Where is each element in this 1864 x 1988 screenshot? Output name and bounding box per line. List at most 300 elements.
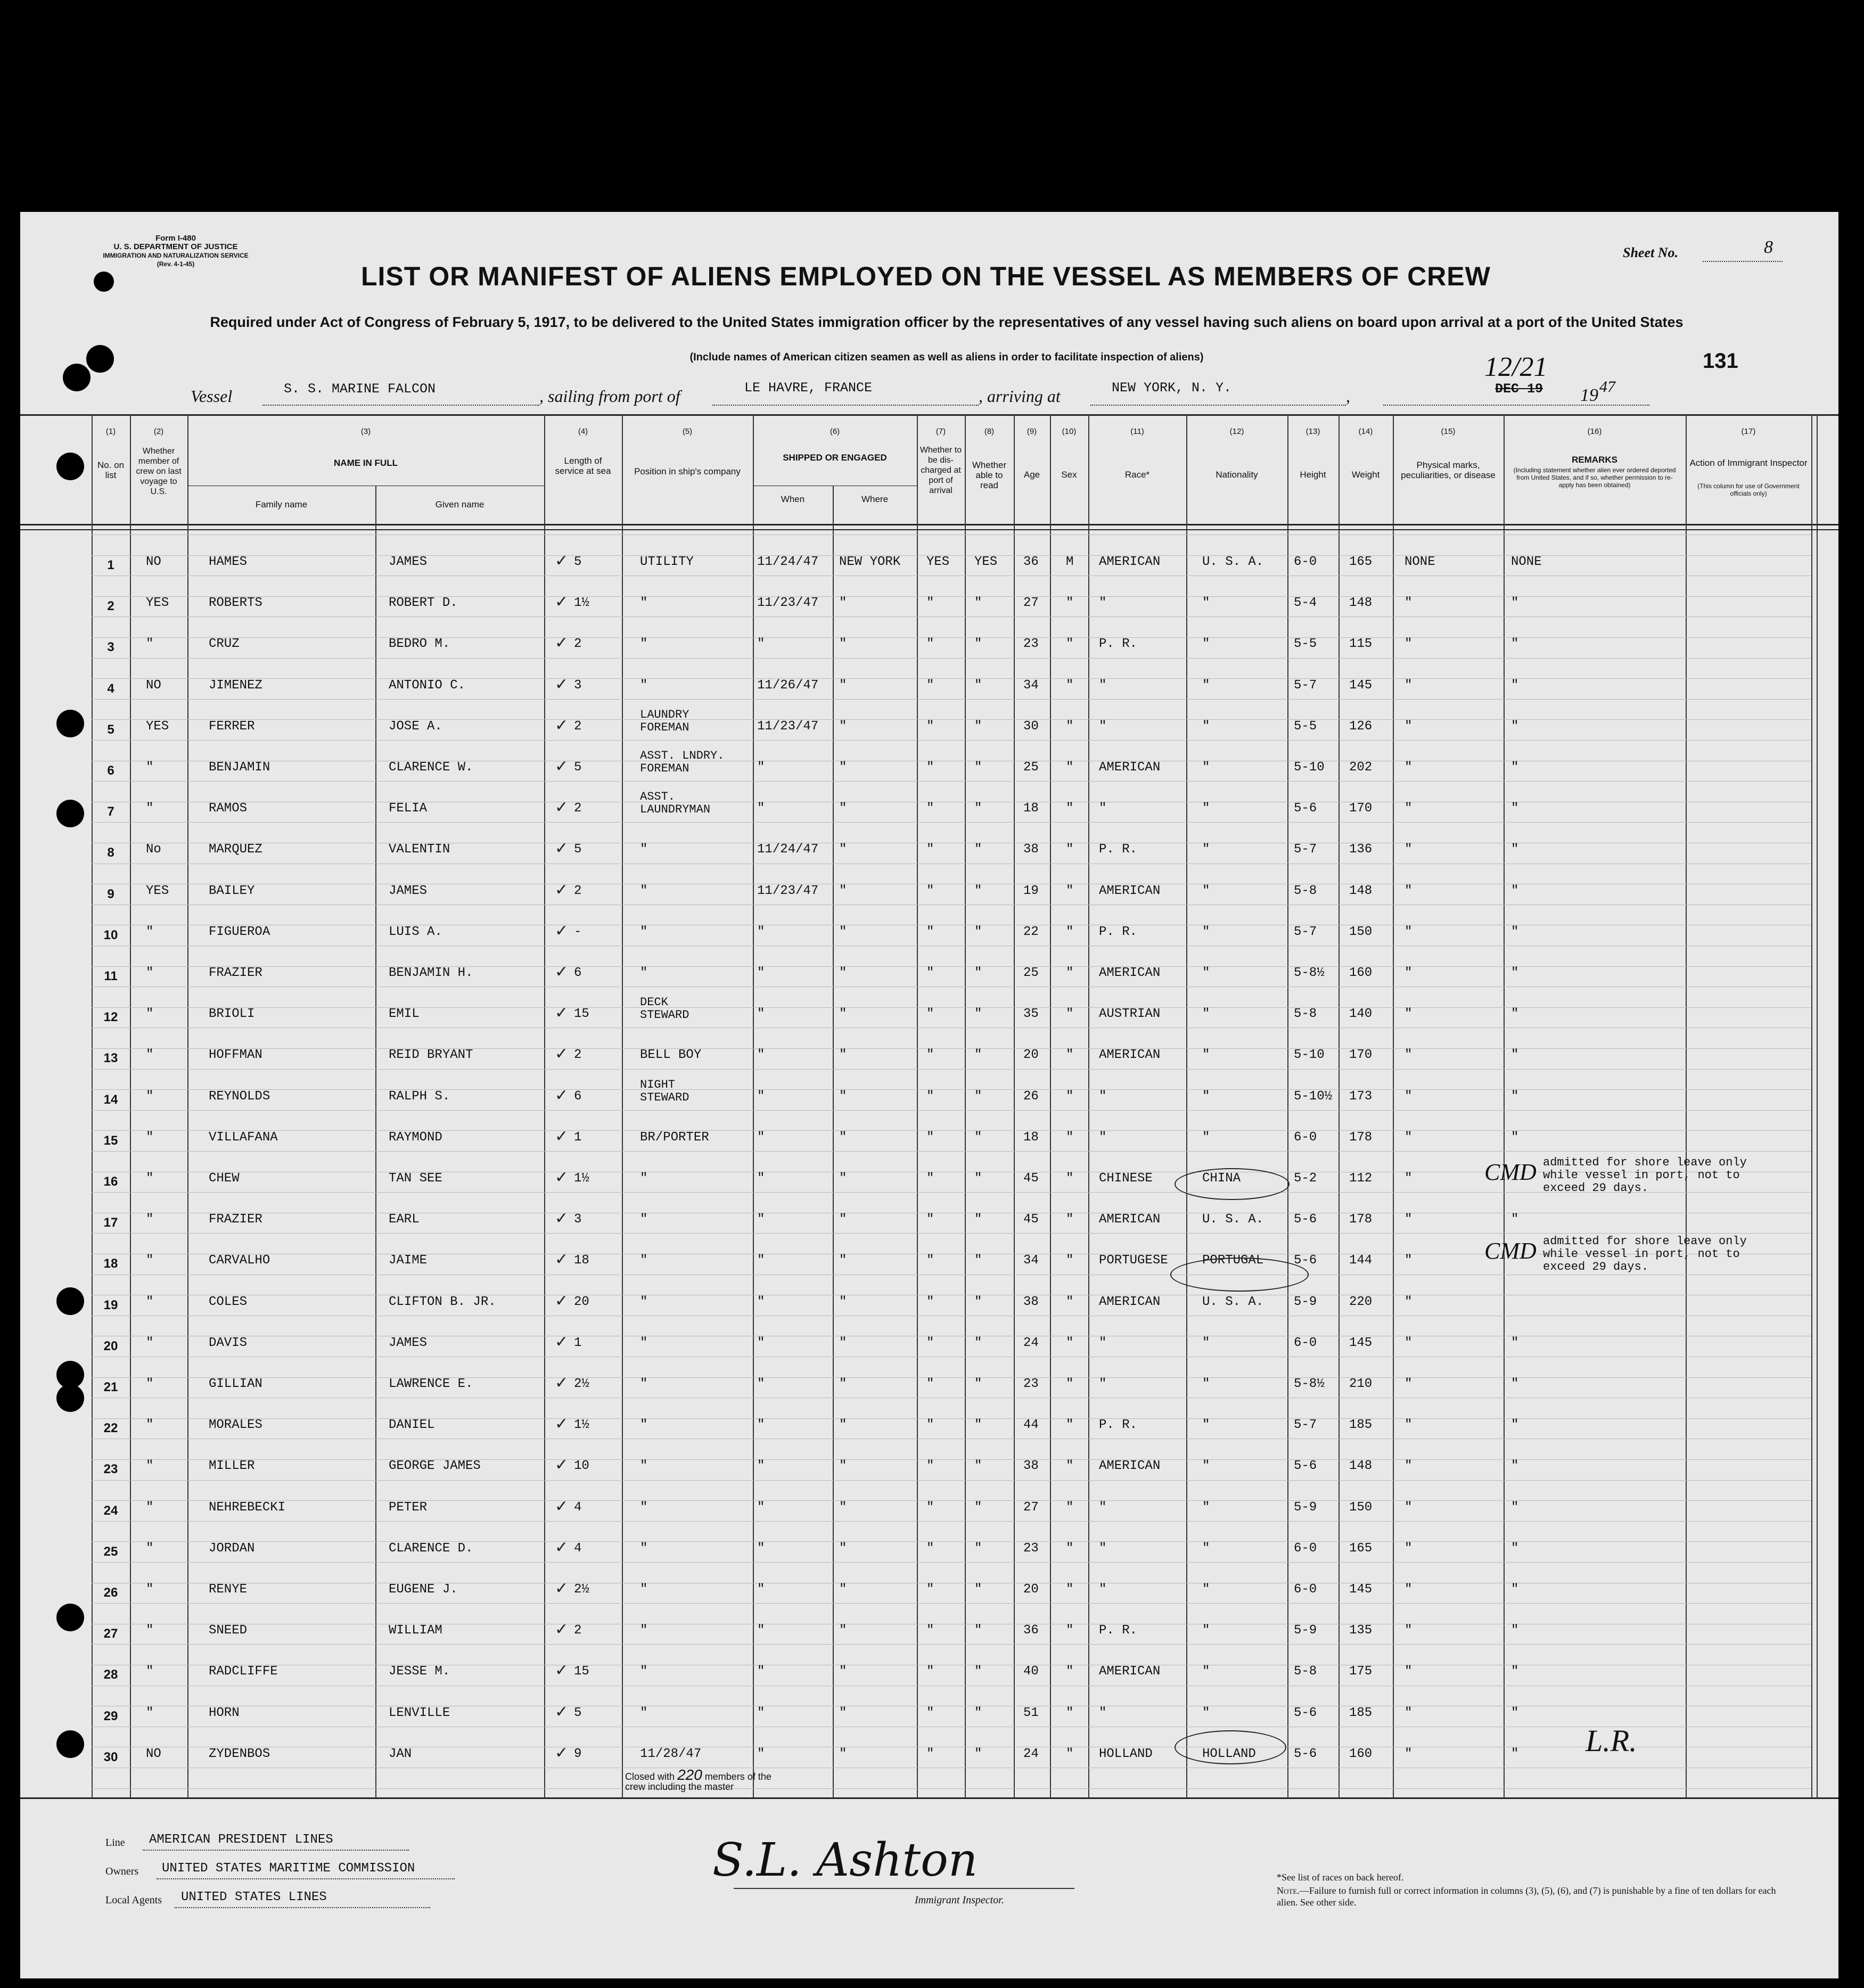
check-mark-icon: ✓ xyxy=(555,757,569,776)
cell-height: 5-4 xyxy=(1294,596,1317,611)
cell-height: 6-0 xyxy=(1294,555,1317,569)
cell-position: " xyxy=(640,596,648,611)
ruling-line xyxy=(92,1418,1811,1419)
cell-weight: 202 xyxy=(1349,760,1373,775)
cell-discharged: YES xyxy=(926,555,950,569)
cell-race: P. R. xyxy=(1099,924,1138,939)
cell-given: JAIME xyxy=(389,1253,428,1268)
cell-service: 2 xyxy=(574,1048,582,1063)
cell-marks: " xyxy=(1405,1541,1413,1556)
cell-age: 36 xyxy=(1023,1623,1039,1638)
cell-age: 34 xyxy=(1023,1253,1039,1268)
cell-service: 5 xyxy=(574,555,582,569)
cell-race: P. R. xyxy=(1099,1418,1138,1433)
row-number: 14 xyxy=(103,1092,118,1107)
cell-where: " xyxy=(839,801,847,816)
page-title: LIST OR MANIFEST OF ALIENS EMPLOYED ON THE VESSEL AS MEMBERS OF CREW xyxy=(361,261,1491,291)
cell-height: 5-7 xyxy=(1294,842,1317,857)
cell-age: 44 xyxy=(1023,1418,1039,1433)
cell-sex: " xyxy=(1066,1705,1074,1720)
cell-weight: 150 xyxy=(1349,924,1373,939)
cell-discharged: " xyxy=(926,1541,934,1556)
check-mark-icon: ✓ xyxy=(555,1086,569,1105)
cell-when: " xyxy=(757,1459,765,1474)
cell-sex: " xyxy=(1066,1664,1074,1679)
cell-read: " xyxy=(974,1705,982,1720)
cell-when: " xyxy=(757,924,765,939)
row-number: 16 xyxy=(103,1174,118,1189)
header-position: Position in ship's company xyxy=(634,466,741,477)
cell-age: 36 xyxy=(1023,555,1039,569)
cell-age: 34 xyxy=(1023,678,1039,693)
cell-read: " xyxy=(974,1212,982,1227)
cell-age: 35 xyxy=(1023,1007,1039,1022)
cell-family: MARQUEZ xyxy=(209,842,262,857)
cell-height: 5-8 xyxy=(1294,883,1317,898)
cell-service: 5 xyxy=(574,842,582,857)
page-note: (Include names of American citizen seamen as well as aliens in order to facilitate inspection of aliens) xyxy=(689,351,1204,363)
check-mark-icon: ✓ xyxy=(555,963,569,981)
cell-prev: " xyxy=(146,637,154,652)
cell-height: 5-6 xyxy=(1294,801,1317,816)
ruling-line xyxy=(92,1089,1811,1090)
cell-position: " xyxy=(640,678,648,693)
cell-weight: 148 xyxy=(1349,883,1373,898)
punch-hole xyxy=(56,710,84,737)
form-number: Form I-480 xyxy=(155,234,196,243)
header-nationality: Nationality xyxy=(1216,470,1258,480)
nationality-circle-18 xyxy=(1170,1258,1309,1292)
cell-sex: " xyxy=(1066,596,1074,611)
check-mark-icon: ✓ xyxy=(555,1497,569,1516)
row-number: 23 xyxy=(103,1462,118,1477)
cell-discharged: " xyxy=(926,842,934,857)
cell-race: " xyxy=(1099,1130,1107,1145)
cell-family: DAVIS xyxy=(209,1335,248,1350)
ruling-line xyxy=(92,1644,1811,1645)
cell-service: 1½ xyxy=(574,596,589,611)
cell-service: 1 xyxy=(574,1335,582,1350)
cell-service: 3 xyxy=(574,1212,582,1227)
row-number: 26 xyxy=(103,1586,118,1600)
cell-where: " xyxy=(839,678,847,693)
cell-race: P. R. xyxy=(1099,637,1138,652)
cell-position: " xyxy=(640,1335,648,1350)
cell-given: BENJAMIN H. xyxy=(389,966,473,980)
ruling-line xyxy=(92,1048,1811,1049)
cell-remarks: " xyxy=(1511,1130,1519,1145)
cell-age: 20 xyxy=(1023,1048,1039,1063)
cell-prev: " xyxy=(146,1212,154,1227)
cell-prev: YES xyxy=(146,719,169,734)
cell-where: " xyxy=(839,1500,847,1515)
ruling-line xyxy=(92,1603,1811,1604)
cell-service: 10 xyxy=(574,1459,589,1474)
cell-weight: 148 xyxy=(1349,596,1373,611)
cell-given: GEORGE JAMES xyxy=(389,1459,481,1474)
cell-race: AMERICAN xyxy=(1099,883,1161,898)
cell-age: 27 xyxy=(1023,1500,1039,1515)
row-number: 11 xyxy=(104,969,118,983)
cell-prev: " xyxy=(146,1253,154,1268)
col-num: (11) xyxy=(1130,427,1144,436)
check-mark-icon: ✓ xyxy=(555,1168,569,1187)
check-mark-icon: ✓ xyxy=(555,1004,569,1023)
cell-marks: " xyxy=(1405,842,1413,857)
inspector-signature: S.L. Ashton xyxy=(712,1834,978,1887)
closed-line2: crew including the master xyxy=(625,1781,734,1792)
cell-sex: " xyxy=(1066,883,1074,898)
cell-nationality: " xyxy=(1202,637,1210,652)
punch-hole xyxy=(94,272,114,292)
punch-hole xyxy=(56,453,84,480)
cell-prev: NO xyxy=(146,1746,161,1761)
cell-remarks: " xyxy=(1511,1746,1519,1761)
cell-age: 51 xyxy=(1023,1705,1039,1720)
cell-read: " xyxy=(974,678,982,693)
cell-family: FERRER xyxy=(209,719,255,734)
cell-family: RAMOS xyxy=(209,801,248,816)
cell-position: " xyxy=(640,1623,648,1638)
cell-service: 2 xyxy=(574,719,582,734)
cell-service: 2 xyxy=(574,801,582,816)
cell-read: " xyxy=(974,760,982,775)
cell-race: AMERICAN xyxy=(1099,555,1161,569)
cell-family: BRIOLI xyxy=(209,1007,255,1022)
col-num: (15) xyxy=(1441,427,1456,436)
cell-weight: 160 xyxy=(1349,966,1373,980)
header-race: Race* xyxy=(1124,470,1150,480)
cell-family: CARVALHO xyxy=(209,1253,270,1268)
cell-prev: " xyxy=(146,1171,154,1186)
cell-where: " xyxy=(839,1212,847,1227)
cell-sex: " xyxy=(1066,760,1074,775)
check-mark-icon: ✓ xyxy=(555,921,569,940)
cell-family: FRAZIER xyxy=(209,966,262,980)
cell-given: TAN SEE xyxy=(389,1171,442,1186)
note-label: Note. xyxy=(1277,1885,1300,1896)
cell-family: COLES xyxy=(209,1294,248,1309)
cell-weight: 178 xyxy=(1349,1130,1373,1145)
ruling-line xyxy=(92,1130,1811,1131)
header-remarks-note: (Including statement whether alien ever ordered deported from United States, and if so, whether permission to re-apply has been obtained) xyxy=(1513,466,1676,489)
cell-height: 5-6 xyxy=(1294,1253,1317,1268)
cell-height: 5-9 xyxy=(1294,1294,1317,1309)
cell-service: 1½ xyxy=(574,1418,589,1433)
cell-nationality: " xyxy=(1202,883,1210,898)
cell-read: " xyxy=(974,1377,982,1391)
cell-family: HAMES xyxy=(209,555,248,569)
cell-where: " xyxy=(839,1048,847,1063)
cell-family: ZYDENBOS xyxy=(209,1746,270,1761)
cell-nationality: " xyxy=(1202,801,1210,816)
cell-age: 30 xyxy=(1023,719,1039,734)
nationality-circle-16 xyxy=(1175,1168,1290,1200)
cell-when: " xyxy=(757,1746,765,1761)
cell-marks: " xyxy=(1405,678,1413,693)
cell-sex: " xyxy=(1066,801,1074,816)
check-mark-icon: ✓ xyxy=(555,1127,569,1146)
cell-nationality: " xyxy=(1202,1418,1210,1433)
cell-position: " xyxy=(640,1500,648,1515)
cell-read: " xyxy=(974,1089,982,1104)
arriving-at: NEW YORK, N. Y. xyxy=(1112,380,1232,396)
cell-age: 25 xyxy=(1023,966,1039,980)
cell-when: 11/23/47 xyxy=(757,719,819,734)
cell-read: " xyxy=(974,1623,982,1638)
remark-shore-leave-18: admitted for shore leave only while vessel in port, not to exceed 29 days. xyxy=(1543,1235,1747,1274)
cell-prev: " xyxy=(146,1007,154,1022)
cell-position: BELL BOY xyxy=(640,1048,702,1063)
cell-prev: " xyxy=(146,1500,154,1515)
cell-nationality: " xyxy=(1202,1130,1210,1145)
cell-where: " xyxy=(839,719,847,734)
row-number: 29 xyxy=(103,1708,118,1723)
cell-given: JAMES xyxy=(389,1335,428,1350)
cell-given: WILLIAM xyxy=(389,1623,442,1638)
cell-nationality: HOLLAND xyxy=(1202,1746,1256,1761)
header-inspector-action: Action of Immigrant Inspector xyxy=(1689,458,1808,468)
cell-height: 5-6 xyxy=(1294,1705,1317,1720)
cell-discharged: " xyxy=(926,1623,934,1638)
ruling-line xyxy=(92,1110,1811,1111)
closed-suffix: members of the xyxy=(704,1771,771,1782)
cell-read: " xyxy=(974,1582,982,1597)
cell-when: " xyxy=(757,1335,765,1350)
cell-where: " xyxy=(839,842,847,857)
row-number: 18 xyxy=(103,1256,118,1271)
cell-discharged: " xyxy=(926,637,934,652)
cell-nationality: " xyxy=(1202,1582,1210,1597)
row-number: 12 xyxy=(103,1010,118,1025)
header-name-in-full: NAME IN FULL xyxy=(334,458,398,468)
row-number: 22 xyxy=(103,1421,118,1436)
cell-height: 5-10 xyxy=(1294,760,1325,775)
cell-race: AMERICAN xyxy=(1099,966,1161,980)
punch-hole xyxy=(56,1287,84,1315)
cell-prev: " xyxy=(146,1377,154,1391)
check-mark-icon: ✓ xyxy=(555,1209,569,1228)
arriving-label: , arriving at xyxy=(979,387,1061,406)
cell-service: - xyxy=(574,924,582,939)
cell-discharged: " xyxy=(926,966,934,980)
cell-age: 38 xyxy=(1023,1294,1039,1309)
cell-position: DECK STEWARD xyxy=(640,996,689,1022)
cell-where: " xyxy=(839,596,847,611)
cell-service: 2 xyxy=(574,883,582,898)
ruling-line xyxy=(92,1233,1811,1234)
punch-hole xyxy=(86,345,114,373)
cell-remarks: " xyxy=(1511,1664,1519,1679)
cell-discharged: " xyxy=(926,1253,934,1268)
cell-nationality: PORTUGAL xyxy=(1202,1253,1264,1268)
cell-race: AMERICAN xyxy=(1099,760,1161,775)
ruling-line xyxy=(92,1500,1811,1501)
cell-nationality: " xyxy=(1202,1377,1210,1391)
cell-nationality: " xyxy=(1202,1007,1210,1022)
cell-sex: " xyxy=(1066,1459,1074,1474)
ruling-line xyxy=(92,1007,1811,1008)
cell-sex: " xyxy=(1066,1541,1074,1556)
cell-position: " xyxy=(640,637,648,652)
sheet-label: Sheet No. xyxy=(1623,245,1678,260)
cell-when: " xyxy=(757,1089,765,1104)
cell-given: LENVILLE xyxy=(389,1705,450,1720)
cell-weight: 210 xyxy=(1349,1377,1373,1391)
cell-family: FIGUEROA xyxy=(209,924,270,939)
row-number: 3 xyxy=(107,640,114,655)
cell-weight: 126 xyxy=(1349,719,1373,734)
cell-sex: " xyxy=(1066,924,1074,939)
cell-age: 40 xyxy=(1023,1664,1039,1679)
cell-weight: 185 xyxy=(1349,1418,1373,1433)
cell-nationality: " xyxy=(1202,1089,1210,1104)
cell-marks: " xyxy=(1405,1253,1413,1268)
check-mark-icon: ✓ xyxy=(555,1456,569,1475)
cell-discharged: " xyxy=(926,1335,934,1350)
cell-where: " xyxy=(839,1746,847,1761)
cell-weight: 145 xyxy=(1349,1582,1373,1597)
cell-discharged: " xyxy=(926,1705,934,1720)
form-department: U. S. DEPARTMENT OF JUSTICE xyxy=(113,242,238,251)
cell-read: " xyxy=(974,1007,982,1022)
cell-race: " xyxy=(1099,801,1107,816)
cell-marks: " xyxy=(1405,1048,1413,1063)
cell-discharged: " xyxy=(926,1664,934,1679)
ruling-line xyxy=(92,678,1811,679)
col-num: (17) xyxy=(1741,427,1756,436)
cell-prev: No xyxy=(146,842,161,857)
cell-when: " xyxy=(757,1582,765,1597)
cell-family: HOFFMAN xyxy=(209,1048,262,1063)
cell-sex: " xyxy=(1066,1089,1074,1104)
cell-when: " xyxy=(757,1377,765,1391)
cell-discharged: " xyxy=(926,1089,934,1104)
cell-read: " xyxy=(974,842,982,857)
col-num: (16) xyxy=(1587,427,1602,436)
penalty-note xyxy=(1277,1885,1788,1908)
ruling-line xyxy=(92,699,1811,700)
cell-given: LUIS A. xyxy=(389,924,442,939)
row-number: 6 xyxy=(107,763,114,778)
cell-age: 45 xyxy=(1023,1171,1039,1186)
cell-remarks: " xyxy=(1511,760,1519,775)
cell-marks: " xyxy=(1405,1171,1413,1186)
cell-discharged: " xyxy=(926,1171,934,1186)
punch-hole xyxy=(56,1730,84,1758)
cell-discharged: " xyxy=(926,1746,934,1761)
cell-height: 5-7 xyxy=(1294,678,1317,693)
cell-given: EMIL xyxy=(389,1007,420,1022)
cell-marks: " xyxy=(1405,1582,1413,1597)
arrival-date-handwritten: 12/21 xyxy=(1484,352,1548,382)
cell-when: " xyxy=(757,1171,765,1186)
cell-age: 45 xyxy=(1023,1212,1039,1227)
cell-nationality: " xyxy=(1202,966,1210,980)
ruling-line xyxy=(92,781,1811,782)
cell-height: 5-8 xyxy=(1294,1664,1317,1679)
cell-prev: " xyxy=(146,1335,154,1350)
inspector-initials-16: CMD xyxy=(1484,1159,1537,1185)
nationality-circle-30 xyxy=(1175,1730,1286,1764)
cell-height: 6-0 xyxy=(1294,1335,1317,1350)
ruling-line xyxy=(92,658,1811,659)
cell-race: HOLLAND xyxy=(1099,1746,1153,1761)
cell-given: CLARENCE D. xyxy=(389,1541,473,1556)
cell-marks: " xyxy=(1405,1705,1413,1720)
cell-prev: " xyxy=(146,1459,154,1474)
cell-height: 5-7 xyxy=(1294,1418,1317,1433)
check-mark-icon: ✓ xyxy=(555,1661,569,1680)
cell-age: 22 xyxy=(1023,924,1039,939)
cell-given: JAMES xyxy=(389,555,428,569)
cell-remarks: " xyxy=(1511,1048,1519,1063)
check-mark-icon: ✓ xyxy=(555,593,569,612)
cell-prev: " xyxy=(146,1541,154,1556)
cell-family: GILLIAN xyxy=(209,1377,262,1391)
header-physical-marks: Physical marks, peculiarities, or disease xyxy=(1401,460,1496,480)
row-number: 8 xyxy=(107,845,114,860)
cell-marks: " xyxy=(1405,883,1413,898)
sailing-label: , sailing from port of xyxy=(539,387,680,406)
cell-discharged: " xyxy=(926,760,934,775)
cell-given: FELIA xyxy=(389,801,428,816)
cell-service: 6 xyxy=(574,1089,582,1104)
cell-nationality: " xyxy=(1202,1335,1210,1350)
cell-height: 5-5 xyxy=(1294,719,1317,734)
cell-given: PETER xyxy=(389,1500,428,1515)
punch-hole xyxy=(63,364,91,391)
cell-marks: " xyxy=(1405,1623,1413,1638)
cell-age: 19 xyxy=(1023,883,1039,898)
cell-when: " xyxy=(757,637,765,652)
cell-weight: 140 xyxy=(1349,1007,1373,1022)
cell-marks: " xyxy=(1405,1130,1413,1145)
cell-given: DANIEL xyxy=(389,1418,435,1433)
sailing-from: LE HAVRE, FRANCE xyxy=(744,380,873,396)
cell-remarks: " xyxy=(1511,1335,1519,1350)
cell-sex: " xyxy=(1066,1048,1074,1063)
cell-where: " xyxy=(839,1418,847,1433)
cell-remarks: " xyxy=(1511,1007,1519,1022)
cell-age: 18 xyxy=(1023,801,1039,816)
cell-prev: NO xyxy=(146,555,161,569)
cell-position: " xyxy=(640,1294,648,1309)
cell-remarks: " xyxy=(1511,1705,1519,1720)
row-number: 15 xyxy=(103,1133,118,1148)
row-number: 13 xyxy=(103,1051,118,1066)
cell-remarks: " xyxy=(1511,596,1519,611)
col-num: (12) xyxy=(1229,427,1244,436)
cell-race: " xyxy=(1099,1582,1107,1597)
manifest-sheet: Form I-480 U. S. DEPARTMENT OF JUSTICE IMMIGRATION AND NATURALIZATION SERVICE (Rev. 4-1-45) Sheet No. 8 LIST OR MANIFEST OF ALIENS EMPLOYED ON THE VESSEL AS MEMBERS OF CREW Required under Act of Congress of February 5, 1917, to be delivered to the United States immigration officer by the representatives of any vessel having such aliens on board upon arrival at a port of the United States (Include names of American citizen seamen as well as aliens in order to facilitate inspection of aliens) 131 Vessel S. S. MARINE FALCON , sailing from port of LE HAVRE, FRANCE , arriving at NEW YORK, N. Y. , DEC 19 12/21 19 47 (1) (2) (3) (4) (5) (6) (7) (8) (9) (10) (11) (12) (13) (14) (15) (16) (17) No. on list Whether member of crew on last voyage to U.S. NAME IN FULL Family name Given name Length of service at sea Position in ship's company SHIPPED OR ENGAGED When Where Whether to be dis-charged at port of arrival Whether able to read Age Sex Race* Nationality Height Weight Physical marks, peculiarities, or disease REMARKS (Including statement whether alien ever ordered deported from United States, and if so, whether permission to re-apply has been obtained) Action of Immigrant Inspector (This column for use of Government officials only) 1 NO HAMES JAMES 5 UTILITY 11/24/47 NEW YORK YES YES 36 M AMERICAN U. S. A. 6-0 165 NONE NONE ✓ 2 YES ROBERTS ROBERT D. 1½ " 11/23/47 " " " 27 " " " 5-4 148 " " ✓ 3 " CRUZ BEDRO M. 2 " " " " " 23 " P. R. " 5-5 115 " " ✓ 4 NO JIMENEZ ANTONIO C. 3 " 11/26/47 " " " 34 " " " 5-7 145 " " ✓ 5 YES FERRER JOSE A. 2 LAUNDRY FOREMAN 11/23/47 " " " 30 " " " 5-5 126 " " ✓ 6 " BENJAMIN CLARENCE W. 5 ASST. LNDRY. FOREMAN " " " " 25 " AMERICAN " 5-10 202 " " ✓ 7 " RAMOS FELIA 2 ASST. LAUNDRYMAN " " " " 18 " " " 5-6 170 " " ✓ 8 No MARQUEZ VALENTIN 5 " 11/24/47 " " " 38 " P. R. " 5-7 136 " " ✓ 9 YES BAILEY JAMES 2 " 11/23/47 " " " 19 " AMERICAN " 5-8 148 " " ✓ 10 " FIGUEROA LUIS A. - " " " " " 22 " P. R. " 5-7 150 " " ✓ 11 " FRAZIER BENJAMIN H. 6 " " " " " 25 " AMERICAN " 5-8½ 160 " " ✓ 12 " BRIOLI EMIL 15 DECK STEWARD " " " " 35 " AUSTRIAN " 5-8 140 " " ✓ 13 " HOFFMAN REID BRYANT 2 BELL BOY " " " " 20 " AMERICAN " 5-10 170 " " ✓ 14 " REYNOLDS RALPH S. 6 NIGHT STEWARD " " " " 26 " " " 5-10½ 173 " " ✓ 15 " VILLAFANA RAYMOND 1 BR/PORTER " " " " 18 " " " 6-0 178 " " ✓ 16 " CHEW TAN SEE 1½ " " " " " 45 " CHINESE CHINA 5-2 112 " ✓ 17 " FRAZIER EARL 3 " " " " " 45 " AMERICAN U. S. A. 5-6 178 " " ✓ 18 " CARVALHO JAIME 18 " " " " " 34 " PORTUGESE PORTUGAL 5-6 144 " ✓ 19 " COLES CLIFTON B. JR. 20 " " " " " 38 " AMERICAN U. S. A. 5-9 220 " ✓ 20 " DAVIS JAMES 1 " " " " " 24 " " " 6-0 145 " " ✓ 21 " GILLIAN LAWRENCE E. 2½ " " " " " 23 " " " 5-8½ 210 " " ✓ 22 " MORALES DANIEL 1½ " " " " " 44 " P. R. " 5-7 185 " " ✓ 23 " MILLER GEORGE JAMES 10 " " " " " 38 " AMERICAN " 5-6 148 " " ✓ 24 " NEHREBECKI PETER 4 " " " " " 27 " " " 5-9 150 " " ✓ 25 " JORDAN CLARENCE D. 4 " " " " " 23 " " " 6-0 165 " " ✓ 26 " RENYE EUGENE J. 2½ " " " " " 20 " " " 6-0 145 " " ✓ 27 " SNEED WILLIAM 2 " " " " " 36 " P. R. " 5-9 135 " " ✓ 28 " RADCLIFFE JESSE M. 15 " " " " " 40 " AMERICAN " 5-8 175 " " ✓ 29 " HORN LENVILLE 5 " " " " " 51 " " " 5-6 185 " " ✓ 30 NO ZYDENBOS JAN 9 11/28/47 " " " " 24 " HOLLAND HOLLAND 5-6 160 " " ✓ CMD admitted for shore leave only while vessel in port, not to exceed 29 days. CMD admitted for shore leave only while vessel in port, not to exceed 29 days. L.R. Closed with 220 members of the crew including the master Line AMERICAN PRESIDENT LINES Owners UNITED STATES MARITIME COMMISSION Local Agents UNITED STATES LINES S.L. Ashton Immigrant Inspector. *See list of races on back hereof. Note.—Failure to furnish full or correct information in columns (3), (5), (6), and (7) is punishable by a fine of ten dollars for each alien. See other side. xyxy=(20,212,1838,1978)
cell-where: " xyxy=(839,1582,847,1597)
cell-weight: 165 xyxy=(1349,1541,1373,1556)
cell-when: " xyxy=(757,1541,765,1556)
check-mark-icon: ✓ xyxy=(555,675,569,694)
cell-read: " xyxy=(974,883,982,898)
cell-given: EUGENE J. xyxy=(389,1582,458,1597)
cell-nationality: " xyxy=(1202,1459,1210,1474)
cell-height: 5-9 xyxy=(1294,1623,1317,1638)
cell-prev: " xyxy=(146,801,154,816)
check-mark-icon: ✓ xyxy=(555,1374,569,1392)
cell-service: 4 xyxy=(574,1500,582,1515)
cell-sex: " xyxy=(1066,1746,1074,1761)
header-weight: Weight xyxy=(1351,470,1380,480)
cell-prev: NO xyxy=(146,678,161,693)
cell-where: " xyxy=(839,1130,847,1145)
